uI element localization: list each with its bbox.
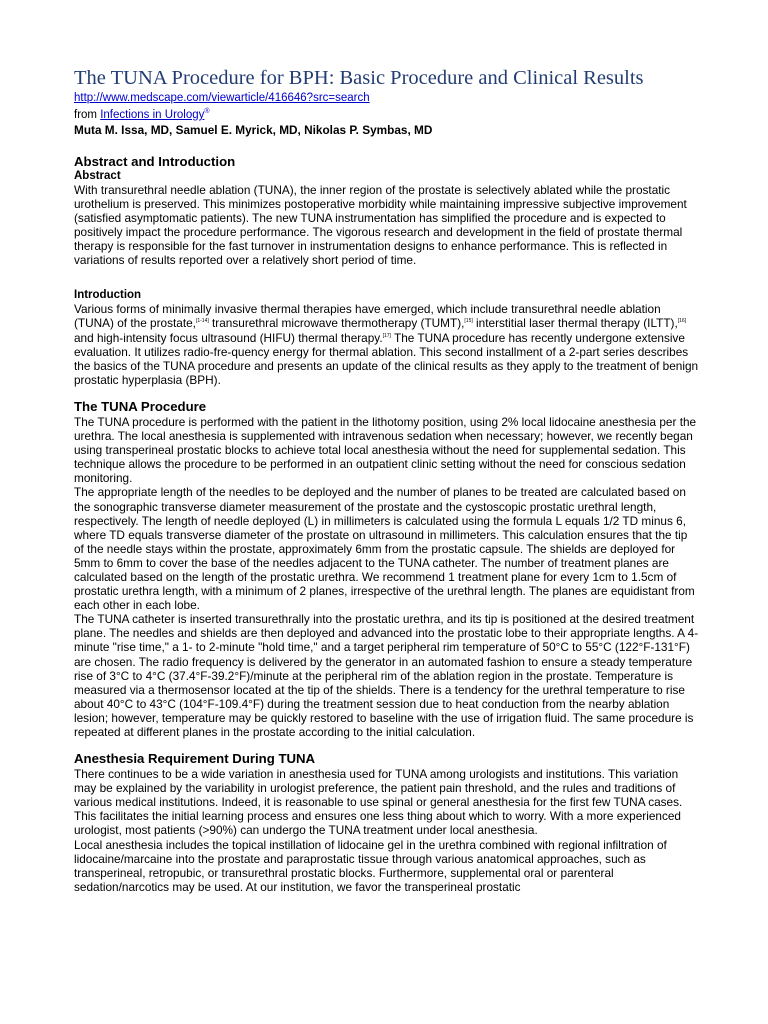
citation-ref: [1-14] [195, 318, 209, 325]
intro-text-5: The TUNA procedure has recently undergone extensive evaluation. It utilizes radio-fre-quency energy for thermal ablation. This second installment of a 2-part series describes the basics of the TUNA procedure and presents an update of the clinical results as they apply to the treatment of benign prostatic hyperplasia (BPH). [74, 330, 699, 387]
article-url-line [74, 91, 699, 105]
subheading-abstract: Abstract [74, 169, 121, 182]
tuna-paragraph-3: The TUNA catheter is inserted transurethrally into the prostatic urethra, and its tip is positioned at the desired treatment plane. The needles and shields are then deployed and advanced into the prostatic lobe to their appropriate lengths. A 4-minute "rise time," a 1- to 2-minute "hold time," and a target peripheral rim temperature of 50°C to 55°C (122°F-131°F) are chosen. The radio frequency is delivered by the generator in an automated fashion to ensure a steady temperature rise of 3°C to 4°C (37.4°F-39.2°F)/minute at the peripheral rim of the ablation region in the prostate. Temperature is measured via a thermosensor located at the tip of the shields. There is a tendency for the urethral temperature to rise about 40°C to 43°C (104°F-109.4°F) during the treatment session due to heat conduction from the nearby ablation lesion; however, temperature may be quickly restored to baseline with the use of irrigation fluid. The same procedure is repeated at different planes in the prostate according to the initial calculation. [74, 612, 699, 740]
spacer [74, 267, 699, 289]
intro-text-3: interstitial laser thermal therapy (ILTT), [472, 316, 678, 331]
spacer [74, 739, 699, 751]
citation-ref: [16] [677, 318, 687, 325]
journal-link[interactable]: Infections in Urology [100, 108, 205, 121]
section-heading-anesthesia: Anesthesia Requirement During TUNA [74, 751, 316, 767]
spacer [74, 138, 699, 154]
citation-ref: [15] [464, 318, 473, 325]
article-body [74, 66, 699, 894]
tuna-paragraph-2: The appropriate length of the needles to be deployed and the number of planes to be treated are calculated based on the sonographic transverse diameter measurement of the prostate and the cystoscopic prostatic urethral length, respectively. The length of needle deployed (L) in millimeters is calculated using the formula L equals 1/2 TD minus 6, where TD equals transverse diameter of the prostate on ultrasound in millimeters. This calculation ensures that the tip of the needle stays within the prostate, approximately 6mm from the prostatic capsule. The shields are deployed for 5mm to 6mm to cover the base of the needles adjacent to the TUNA catheter. The number of treatment planes are calculated based on the length of the prostatic urethra. We recommend 1 treatment plane for every 1cm to 1.5cm of prostatic urethra length, with a minimum of 2 planes, irrespective of the urethral length. The planes are equidistant from each other in each lobe. [74, 485, 695, 613]
intro-text-4: and high-intensity focus ultrasound (HIFU) thermal therapy. [74, 330, 383, 345]
anesthesia-paragraph-1: There continues to be a wide variation in anesthesia used for TUNA among urologists and institutions. This variation may be explained by the variability in urologist preference, the patient pain threshold, and the rules and traditions of various medical institutions. Indeed, it is reasonable to use spinal or general anesthesia for the first few TUNA cases. This facilitates the initial learning process and ensures one less thing about which to worry. With a more experienced urologist, most patients (>90%) can undergo the TUNA treatment under local anesthesia. [74, 767, 683, 838]
citation-ref: [17] [382, 332, 391, 339]
authors: Muta M. Issa, MD, Samuel E. Myrick, MD, Nikolas P. Symbas, MD [74, 122, 433, 137]
source-line [74, 105, 699, 122]
tuna-paragraph-1: The TUNA procedure is performed with the patient in the lithotomy position, using 2% local lidocaine anesthesia per the urethra. The local anesthesia is supplemented with intravenous sedation when necessary; however, we recently began using transperineal prostatic blocks to achieve total local anesthesia without the need for supplemental sedation. This technique allows the procedure to be performed in an outpatient clinic setting without the need for conscious sedation monitoring. [74, 414, 697, 486]
introduction-paragraph [74, 302, 699, 387]
subheading-introduction: Introduction [74, 289, 142, 302]
intro-text-2: transurethral microwave thermotherapy (TUMT), [208, 316, 465, 331]
anesthesia-paragraph-2: Local anesthesia includes the topical instillation of lidocaine gel in the urethra combined with regional infiltration of lidocaine/marcaine into the prostate and paraprostatic tissue through various anatomical approaches, such as transperineal, retropubic, or transurethral prostatic blocks. Furthermore, supplemental oral or parenteral sedation/narcotics may be used. At our institution, we favor the transperineal prostatic [74, 837, 667, 894]
intro-text-1: Various forms of minimally invasive thermal therapies have emerged, which include transurethral needle ablation (TUNA) of the prostate, [74, 302, 661, 331]
spacer [74, 387, 699, 399]
section-heading-abstract-introduction: Abstract and Introduction [74, 153, 236, 169]
article-url-link[interactable]: http://www.medscape.com/viewarticle/416646?src=search [74, 92, 370, 104]
registered-mark: ® [204, 108, 210, 115]
section-heading-tuna-procedure: The TUNA Procedure [74, 398, 207, 414]
article-title: The TUNA Procedure for BPH: Basic Procedure and Clinical Results [74, 67, 644, 89]
abstract-paragraph: With transurethral needle ablation (TUNA), the inner region of the prostate is selectively ablated while the prostatic urothelium is preserved. This minimizes postoperative morbidity while maintaining impressive subjective improvement (satisfied asymptomatic patients). The new TUNA instrumentation has simplified the procedure and is expected to positively impact the procedure performance. The vigorous research and development in the field of prostate thermal therapy is responsible for the fast turnover in instrumentation designs to enhance performance. This is reflected in variations of results reported over a relatively short period of time. [74, 182, 687, 268]
from-label: from [74, 108, 101, 121]
